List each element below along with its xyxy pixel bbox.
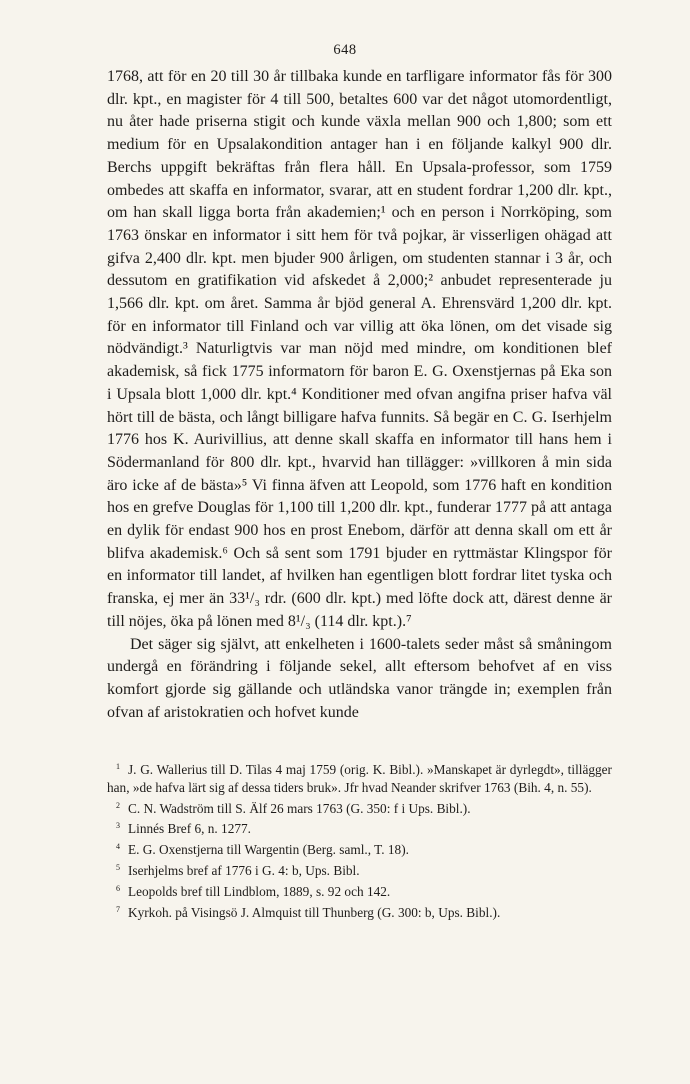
footnote-4 [107,838,612,859]
footnote-1 [107,758,612,797]
paragraph: 1768, att för en 20 till 30 år tillbaka kunde en tarfligare informator fås för 300 dlr. kpt., en magister för 4 till 500, betaltes 600 var det något utomordentligt, nu åter hade priserna stigit och kunde växla mellan 900 och 1,800; som ett medium för en Upsalakondition antager han i en följande kalkyl 900 dlr. Berchs uppgift bekräftas från flera håll. En Upsala-professor, som 1759 ombedes att skaffa en informator, svarar, att en student fordrar 1,200 dlr. kpt., om han skall ligga borta från akademien;¹ och en person i Norrköping, som 1763 önskar en informator i sitt hem för två pojkar, är visserligen ohägad att gifva 2,400 dlr. kpt. men bjuder 900 årligen, om studenten stannar i 3 år, och dessutom en gratifikation vid afskedet å 2,000;² anbudet representerade ju 1,566 dlr. kpt. om året. Samma år bjöd general A. Ehrensvärd 1,200 dlr. kpt. för en informator till Finland och var villig att öka lönen, om det visade sig nödvändigt.³ Naturligtvis var man nöjd med mindre, om konditionen blef akademisk, så fick 1775 informatorn för baron E. G. Oxenstjernas på Eka son i Upsala blott 1,000 dlr. kpt.⁴ Konditioner med ofvan angifna priser hafva väl hört till de bästa, och långt billigare hafva funnits. Så begär en C. G. Iserhjelm 1776 hos K. Aurivillius, att denne skall skaffa en informator till hans hem i Södermanland för 800 dlr. kpt., hvarvid han tillägger: »villkoren å min sida äro icke af de bästa»⁵ Vi finna äfven att Leopold, som 1776 haft en kondition hos en grefve Douglas för 1,100 till 1,200 dlr. kpt., funderar 1777 på att antaga en dylik för endast 900 hos en prost Enebom, därför att denna skall om ett år blifva akademisk.⁶ Och så sent som 1791 bjuder en ryttmästar Klingspor för en informator till landet, af hvilken han egentligen blott fordrar litet tyska och franska, ej mer än 33¹/₃ rdr. (600 dlr. kpt.) med löfte dock att, därest denne är till nöjes, öka på lönen med 8¹/₃ (114 dlr. kpt.).⁷ [107,68,612,630]
footnote-mark: 3 [116,821,120,831]
footnote-text: E. G. Oxenstjerna till Wargentin (Berg. saml., T. 18). [128,842,409,858]
footnote-7 [107,901,612,922]
footnote-mark: 6 [116,883,120,893]
footnote-text: Leopolds bref till Lindblom, 1889, s. 92 och 142. [128,883,391,899]
footnote-text: J. G. Wallerius till D. Tilas 4 maj 1759 (orig. K. Bibl.). »Manskapet är dyrlegdt», tillägger han, »de hafva lärt sig af dessa tiders bruk». Jfr hvad Neander skrifver 1763 (Bih. 4, n. 55). [107,762,612,795]
footnote-6 [107,880,612,901]
footnote-text: C. N. Wadström till S. Älf 26 mars 1763 (G. 350: f i Ups. Bibl.). [128,800,471,816]
footnote-text: Linnés Bref 6, n. 1277. [128,821,251,837]
footnote-5 [107,859,612,880]
footnote-mark: 5 [116,862,120,872]
footnote-3 [107,817,612,838]
footnote-mark: 2 [116,800,120,810]
footnotes [107,758,612,921]
page-number: 648 [333,42,357,58]
footnote-text: Iserhjelms bref af 1776 i G. 4: b, Ups. Bibl. [128,862,360,878]
footnote-mark: 1 [116,762,120,771]
footnote-mark: 7 [116,904,120,914]
body-text [107,66,612,724]
footnote-mark: 4 [116,842,120,852]
footnote-text: Kyrkoh. på Visingsö J. Almquist till Thunberg (G. 300: b, Ups. Bibl.). [128,904,501,920]
paragraph: Det säger sig självt, att enkelheten i 1600-talets seder måst så småningom undergå en förändring i följande sekel, allt eftersom behofvet af en viss komfort gjorde sig gällande och utländska vanor trängde in; exemplen från ofvan af aristokratien och hofvet kunde [107,635,612,721]
footnote-2 [107,797,612,818]
